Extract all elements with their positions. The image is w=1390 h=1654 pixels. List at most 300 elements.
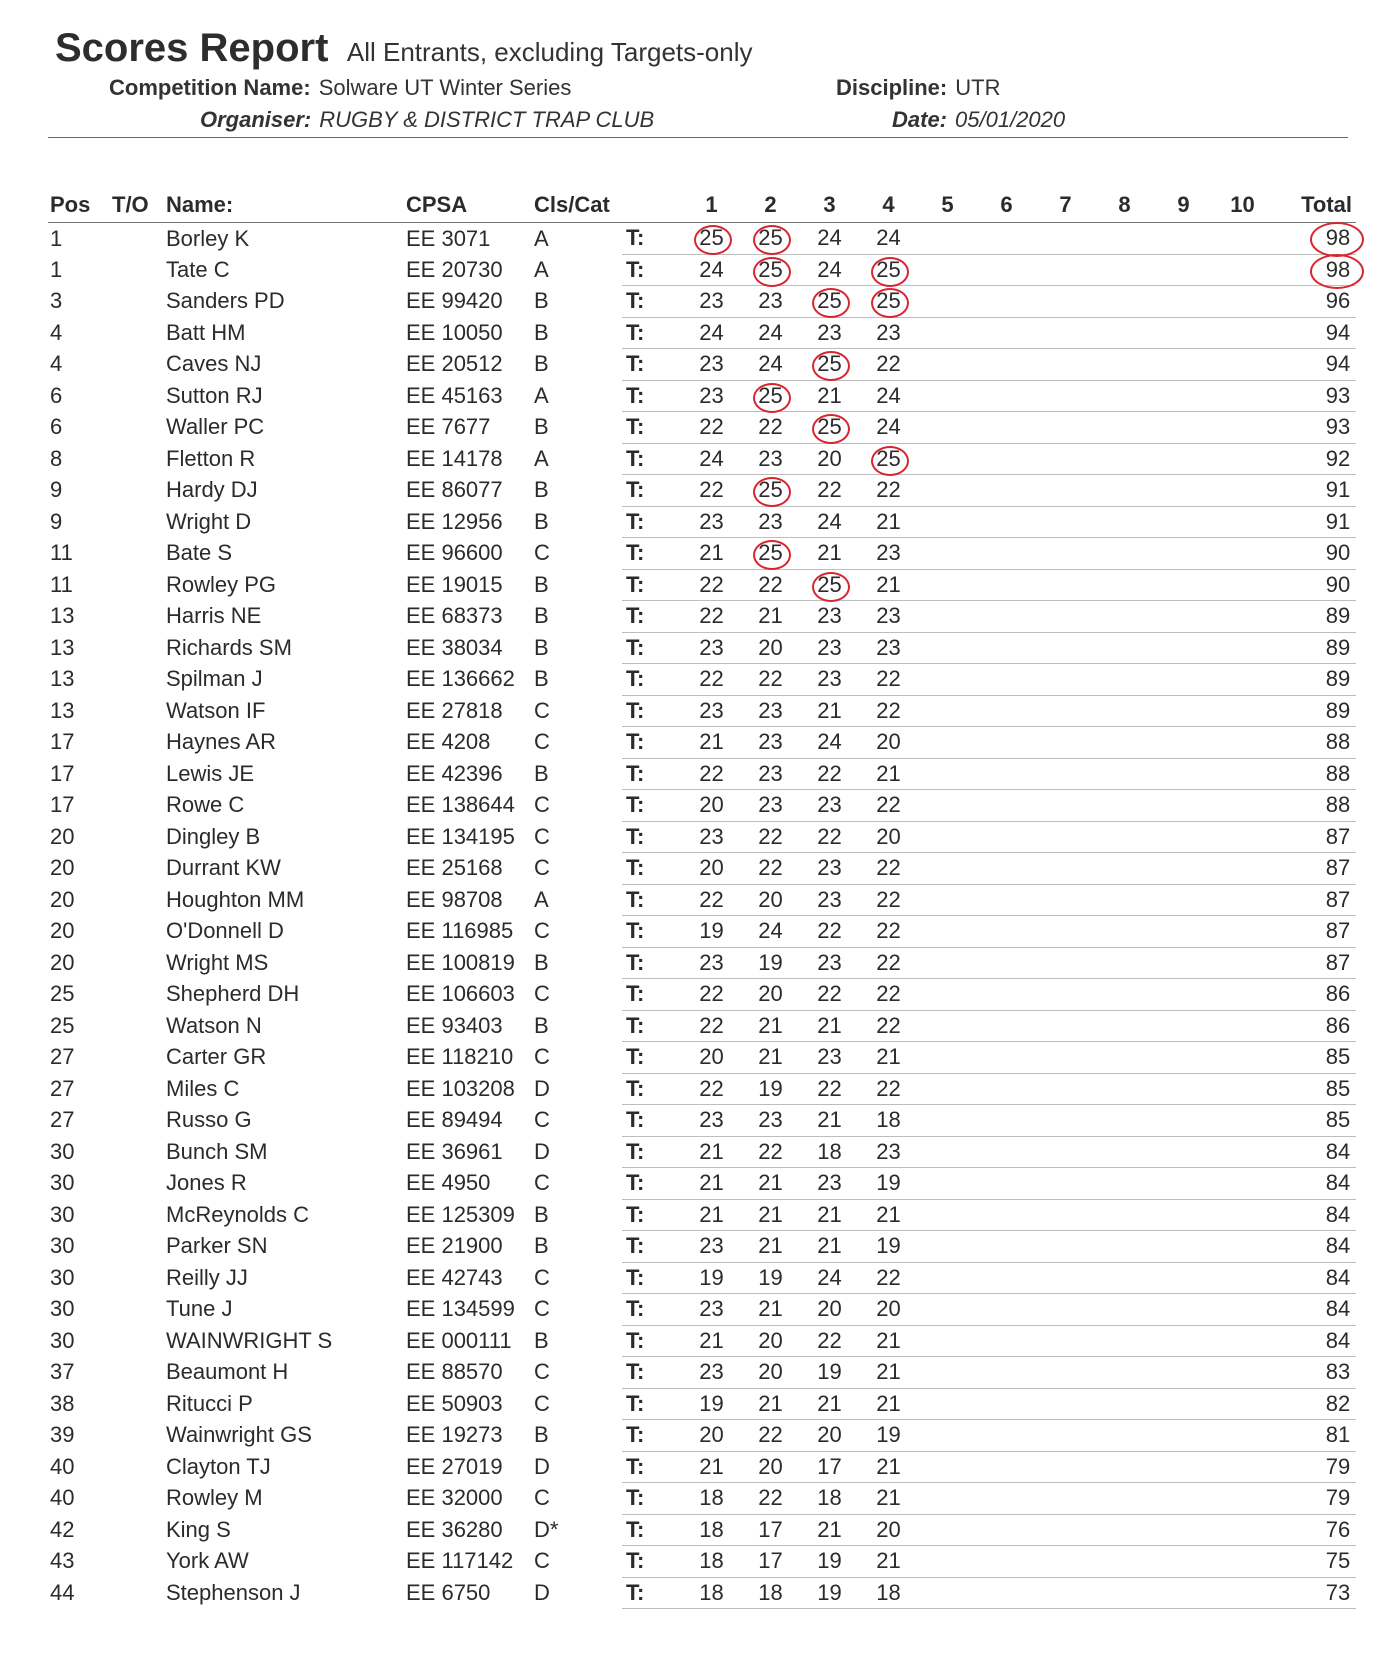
- round-3-cell: [800, 1388, 859, 1420]
- total-cell: [1272, 758, 1356, 790]
- total-value: 84: [1325, 1170, 1351, 1196]
- round-6-cell: [977, 1546, 1036, 1578]
- total-cell: [1272, 1483, 1356, 1515]
- name-cell: Watson N: [166, 1012, 262, 1038]
- round-7-cell: [1036, 412, 1095, 444]
- round-6-cell: [977, 317, 1036, 349]
- round-7-cell: [1036, 380, 1095, 412]
- round-10-cell: [1213, 1168, 1272, 1200]
- total-cell: [1272, 475, 1356, 507]
- round-1-cell: [682, 601, 741, 633]
- round-5-cell: [918, 1042, 977, 1074]
- total-value: 88: [1325, 760, 1351, 786]
- targets-marker: T:: [622, 695, 682, 727]
- round-5-cell: [918, 349, 977, 381]
- score: 23: [758, 760, 783, 786]
- round-6-cell: [977, 1325, 1036, 1357]
- total-cell: [1272, 506, 1356, 538]
- round-6-cell: [977, 695, 1036, 727]
- total-value: 84: [1325, 1233, 1351, 1259]
- cpsa-cell: EE 93403: [406, 1012, 503, 1038]
- round-6-cell: [977, 380, 1036, 412]
- cpsa-cell: EE 45163: [406, 382, 503, 408]
- round-7-cell: [1036, 884, 1095, 916]
- cpsa-cell: EE 27019: [406, 1453, 503, 1479]
- round-7-cell: [1036, 254, 1095, 286]
- round-6-cell: [977, 664, 1036, 696]
- cpsa-cell: EE 68373: [406, 603, 503, 629]
- to-cell: [112, 1262, 166, 1294]
- col-round-4: 4: [859, 188, 918, 223]
- round-5-cell: [918, 1357, 977, 1389]
- targets-marker: T:: [622, 1262, 682, 1294]
- to-cell: [112, 506, 166, 538]
- to-cell: [112, 1010, 166, 1042]
- total-value: 86: [1325, 1012, 1351, 1038]
- round-7-cell: [1036, 1388, 1095, 1420]
- pos-cell: 39: [50, 1422, 75, 1448]
- round-8-cell: [1095, 1262, 1154, 1294]
- round-1-cell: [682, 947, 741, 979]
- table-row: [48, 916, 1356, 948]
- cls-cell: B: [534, 1233, 549, 1259]
- total-value: 84: [1325, 1264, 1351, 1290]
- round-5-cell: [918, 1451, 977, 1483]
- cpsa-cell: EE 27818: [406, 697, 503, 723]
- score: 23: [758, 288, 783, 314]
- pos-cell: 13: [50, 603, 75, 629]
- pos-cell: 20: [50, 823, 75, 849]
- table-row: [48, 1325, 1356, 1357]
- name-cell: O'Donnell D: [166, 918, 284, 944]
- round-4-cell: [859, 1388, 918, 1420]
- round-4-cell: [859, 1420, 918, 1452]
- score: 18: [817, 1138, 842, 1164]
- cls-cell: C: [534, 1390, 550, 1416]
- round-8-cell: [1095, 1388, 1154, 1420]
- name-cell: Bunch SM: [166, 1138, 268, 1164]
- score: 21: [699, 1138, 724, 1164]
- score: 21: [699, 729, 724, 755]
- score: 19: [758, 949, 783, 975]
- round-2-cell: [741, 727, 800, 759]
- cls-cell: B: [534, 1201, 549, 1227]
- round-3-cell: [800, 1042, 859, 1074]
- total-cell: [1272, 601, 1356, 633]
- round-8-cell: [1095, 1325, 1154, 1357]
- score: 20: [817, 1296, 842, 1322]
- pos-cell: 17: [50, 792, 75, 818]
- round-2-cell: [741, 758, 800, 790]
- round-4-cell: [859, 1294, 918, 1326]
- to-cell: [112, 1514, 166, 1546]
- round-4-cell: [859, 1514, 918, 1546]
- round-1-cell: [682, 1577, 741, 1609]
- round-2-cell: [741, 1199, 800, 1231]
- cpsa-cell: EE 19015: [406, 571, 503, 597]
- round-5-cell: [918, 538, 977, 570]
- pos-cell: 13: [50, 634, 75, 660]
- round-2-cell: [741, 1105, 800, 1137]
- round-4-cell: [859, 443, 918, 475]
- cls-cell: A: [534, 382, 549, 408]
- round-3-cell: [800, 223, 859, 255]
- score: 22: [699, 414, 724, 440]
- round-7-cell: [1036, 853, 1095, 885]
- round-10-cell: [1213, 947, 1272, 979]
- round-4-cell: [859, 1010, 918, 1042]
- total-value: 91: [1325, 477, 1351, 503]
- round-3-cell: [800, 1325, 859, 1357]
- total-cell: [1272, 727, 1356, 759]
- round-7-cell: [1036, 1231, 1095, 1263]
- round-6-cell: [977, 979, 1036, 1011]
- score: 22: [876, 792, 901, 818]
- round-4-cell: [859, 790, 918, 822]
- round-4-cell: [859, 317, 918, 349]
- name-cell: McReynolds C: [166, 1201, 310, 1227]
- circled-total: 98: [1324, 223, 1352, 253]
- cpsa-cell: EE 88570: [406, 1359, 503, 1385]
- date-value: 05/01/2020: [955, 107, 1066, 132]
- table-row: [48, 884, 1356, 916]
- col-total: Total: [1272, 188, 1356, 223]
- score: 22: [699, 886, 724, 912]
- to-cell: [112, 569, 166, 601]
- targets-marker: T:: [622, 1168, 682, 1200]
- round-4-cell: [859, 979, 918, 1011]
- score: 20: [699, 1044, 724, 1070]
- targets-marker: T:: [622, 223, 682, 255]
- score: 23: [817, 634, 842, 660]
- cls-cell: C: [534, 1170, 550, 1196]
- cls-cell: B: [534, 603, 549, 629]
- round-10-cell: [1213, 790, 1272, 822]
- total-value: 87: [1325, 918, 1351, 944]
- round-5-cell: [918, 569, 977, 601]
- round-5-cell: [918, 223, 977, 255]
- score: 21: [817, 697, 842, 723]
- round-4-cell: [859, 1357, 918, 1389]
- name-cell: WAINWRIGHT S: [166, 1327, 333, 1353]
- round-3-cell: [800, 1420, 859, 1452]
- to-cell: [112, 538, 166, 570]
- pos-cell: 38: [50, 1390, 75, 1416]
- score: 24: [758, 351, 783, 377]
- name-cell: Shepherd DH: [166, 981, 300, 1007]
- score: 22: [758, 666, 783, 692]
- score: 21: [876, 760, 901, 786]
- score: 22: [817, 1075, 842, 1101]
- table-row: [48, 1105, 1356, 1137]
- pos-cell: 25: [50, 1012, 75, 1038]
- round-8-cell: [1095, 664, 1154, 696]
- round-3-cell: [800, 1546, 859, 1578]
- round-1-cell: [682, 727, 741, 759]
- score: 23: [817, 603, 842, 629]
- round-9-cell: [1154, 821, 1213, 853]
- round-8-cell: [1095, 1231, 1154, 1263]
- score: 23: [699, 697, 724, 723]
- round-1-cell: [682, 1483, 741, 1515]
- cls-cell: B: [534, 477, 549, 503]
- targets-marker: T:: [622, 1325, 682, 1357]
- round-2-cell: [741, 1168, 800, 1200]
- total-value: 93: [1325, 382, 1351, 408]
- round-8-cell: [1095, 790, 1154, 822]
- total-cell: [1272, 1577, 1356, 1609]
- round-4-cell: [859, 853, 918, 885]
- round-8-cell: [1095, 947, 1154, 979]
- round-5-cell: [918, 758, 977, 790]
- round-5-cell: [918, 1388, 977, 1420]
- score: 22: [876, 1264, 901, 1290]
- round-8-cell: [1095, 1010, 1154, 1042]
- round-3-cell: [800, 317, 859, 349]
- to-cell: [112, 632, 166, 664]
- circled-score: 25: [816, 570, 844, 600]
- score: 22: [758, 823, 783, 849]
- score: 19: [699, 1264, 724, 1290]
- score: 18: [699, 1516, 724, 1542]
- round-1-cell: [682, 1168, 741, 1200]
- score: 21: [699, 1170, 724, 1196]
- score: 23: [817, 949, 842, 975]
- cpsa-cell: EE 125309: [406, 1201, 515, 1227]
- name-cell: Wainwright GS: [166, 1422, 312, 1448]
- round-9-cell: [1154, 853, 1213, 885]
- round-2-cell: [741, 1136, 800, 1168]
- round-4-cell: [859, 254, 918, 286]
- round-9-cell: [1154, 1388, 1213, 1420]
- round-4-cell: [859, 223, 918, 255]
- score: 21: [876, 1485, 901, 1511]
- cls-cell: C: [534, 792, 550, 818]
- round-3-cell: [800, 1483, 859, 1515]
- name-cell: Rowe C: [166, 792, 245, 818]
- round-5-cell: [918, 1294, 977, 1326]
- targets-marker: T:: [622, 853, 682, 885]
- round-4-cell: [859, 538, 918, 570]
- round-10-cell: [1213, 254, 1272, 286]
- total-cell: [1272, 916, 1356, 948]
- to-cell: [112, 1388, 166, 1420]
- table-row: [48, 1388, 1356, 1420]
- round-4-cell: [859, 1325, 918, 1357]
- score: 20: [758, 1359, 783, 1385]
- col-pos: Pos: [48, 188, 112, 223]
- round-2-cell: [741, 1294, 800, 1326]
- targets-marker: T:: [622, 1136, 682, 1168]
- score: 21: [758, 1044, 783, 1070]
- score: 17: [817, 1453, 842, 1479]
- round-10-cell: [1213, 1105, 1272, 1137]
- circled-score: 25: [816, 286, 844, 316]
- round-10-cell: [1213, 1262, 1272, 1294]
- pos-cell: 4: [50, 351, 63, 377]
- round-4-cell: [859, 1105, 918, 1137]
- round-6-cell: [977, 506, 1036, 538]
- round-9-cell: [1154, 317, 1213, 349]
- round-7-cell: [1036, 475, 1095, 507]
- scores-table-body: [48, 223, 1356, 1609]
- round-6-cell: [977, 790, 1036, 822]
- circled-score: 25: [875, 255, 903, 285]
- to-cell: [112, 223, 166, 255]
- table-row: [48, 695, 1356, 727]
- round-9-cell: [1154, 1199, 1213, 1231]
- round-1-cell: [682, 317, 741, 349]
- score: 24: [758, 918, 783, 944]
- cls-cell: C: [534, 1296, 550, 1322]
- total-cell: [1272, 1357, 1356, 1389]
- cls-cell: D: [534, 1138, 550, 1164]
- round-7-cell: [1036, 1199, 1095, 1231]
- score: 24: [876, 225, 901, 251]
- name-cell: Fletton R: [166, 445, 256, 471]
- round-1-cell: [682, 821, 741, 853]
- score: 22: [876, 477, 901, 503]
- round-2-cell: [741, 1514, 800, 1546]
- score: 23: [699, 949, 724, 975]
- round-10-cell: [1213, 1577, 1272, 1609]
- round-5-cell: [918, 1325, 977, 1357]
- cpsa-cell: EE 106603: [406, 981, 515, 1007]
- round-10-cell: [1213, 1199, 1272, 1231]
- round-1-cell: [682, 1199, 741, 1231]
- col-round-9: 9: [1154, 188, 1213, 223]
- score: 23: [699, 823, 724, 849]
- to-cell: [112, 790, 166, 822]
- round-9-cell: [1154, 412, 1213, 444]
- to-cell: [112, 412, 166, 444]
- round-10-cell: [1213, 349, 1272, 381]
- score: 22: [876, 666, 901, 692]
- score: 23: [699, 382, 724, 408]
- circled-score: 25: [757, 381, 785, 411]
- round-9-cell: [1154, 1073, 1213, 1105]
- round-10-cell: [1213, 632, 1272, 664]
- targets-marker: T:: [622, 1294, 682, 1326]
- score: 23: [817, 1044, 842, 1070]
- name-cell: Durrant KW: [166, 855, 281, 881]
- table-row: [48, 443, 1356, 475]
- cls-cell: C: [534, 1359, 550, 1385]
- round-6-cell: [977, 884, 1036, 916]
- score: 19: [817, 1359, 842, 1385]
- round-8-cell: [1095, 380, 1154, 412]
- round-3-cell: [800, 1136, 859, 1168]
- round-2-cell: [741, 317, 800, 349]
- cpsa-cell: EE 19273: [406, 1422, 503, 1448]
- round-4-cell: [859, 1168, 918, 1200]
- round-2-cell: [741, 223, 800, 255]
- targets-marker: T:: [622, 790, 682, 822]
- round-10-cell: [1213, 1010, 1272, 1042]
- cls-cell: B: [534, 571, 549, 597]
- round-1-cell: [682, 538, 741, 570]
- name-cell: York AW: [166, 1548, 249, 1574]
- col-round-8: 8: [1095, 188, 1154, 223]
- round-3-cell: [800, 412, 859, 444]
- score: 21: [876, 1327, 901, 1353]
- round-10-cell: [1213, 758, 1272, 790]
- date-label: Date:: [892, 107, 948, 132]
- report-title: Scores Report: [55, 26, 329, 70]
- score: 18: [699, 1579, 724, 1605]
- score: 23: [817, 1170, 842, 1196]
- score: 21: [699, 1201, 724, 1227]
- round-7-cell: [1036, 1546, 1095, 1578]
- cls-cell: C: [534, 729, 550, 755]
- round-6-cell: [977, 1451, 1036, 1483]
- round-4-cell: [859, 821, 918, 853]
- to-cell: [112, 1420, 166, 1452]
- round-2-cell: [741, 884, 800, 916]
- round-9-cell: [1154, 475, 1213, 507]
- score: 22: [817, 981, 842, 1007]
- name-cell: Beaumont H: [166, 1359, 289, 1385]
- total-cell: [1272, 1042, 1356, 1074]
- table-row: [48, 664, 1356, 696]
- name-cell: Watson IF: [166, 697, 266, 723]
- name-cell: Wright MS: [166, 949, 269, 975]
- total-cell: [1272, 412, 1356, 444]
- cls-cell: A: [534, 256, 549, 282]
- score: 22: [876, 918, 901, 944]
- round-10-cell: [1213, 412, 1272, 444]
- round-10-cell: [1213, 727, 1272, 759]
- round-8-cell: [1095, 1136, 1154, 1168]
- round-7-cell: [1036, 1514, 1095, 1546]
- round-10-cell: [1213, 1073, 1272, 1105]
- round-5-cell: [918, 475, 977, 507]
- round-2-cell: [741, 632, 800, 664]
- score: 19: [758, 1264, 783, 1290]
- cpsa-cell: EE 42396: [406, 760, 503, 786]
- round-1-cell: [682, 916, 741, 948]
- score: 21: [699, 1453, 724, 1479]
- score: 21: [876, 571, 901, 597]
- round-7-cell: [1036, 443, 1095, 475]
- cpsa-cell: EE 118210: [406, 1044, 514, 1070]
- round-10-cell: [1213, 1451, 1272, 1483]
- score: 23: [758, 729, 783, 755]
- round-3-cell: [800, 1073, 859, 1105]
- cpsa-cell: EE 36961: [406, 1138, 503, 1164]
- round-1-cell: [682, 223, 741, 255]
- round-8-cell: [1095, 1483, 1154, 1515]
- score: 24: [699, 256, 724, 282]
- round-6-cell: [977, 853, 1036, 885]
- score: 19: [699, 1390, 724, 1416]
- total-cell: [1272, 1294, 1356, 1326]
- cpsa-cell: EE 136662: [406, 666, 515, 692]
- total-value: 76: [1325, 1516, 1351, 1542]
- total-value: 83: [1325, 1359, 1351, 1385]
- round-8-cell: [1095, 569, 1154, 601]
- targets-marker: T:: [622, 758, 682, 790]
- round-1-cell: [682, 1231, 741, 1263]
- round-1-cell: [682, 664, 741, 696]
- score: 22: [876, 1075, 901, 1101]
- round-1-cell: [682, 853, 741, 885]
- round-10-cell: [1213, 1136, 1272, 1168]
- round-5-cell: [918, 664, 977, 696]
- score: 23: [758, 1107, 783, 1133]
- score: 20: [876, 1296, 901, 1322]
- round-8-cell: [1095, 632, 1154, 664]
